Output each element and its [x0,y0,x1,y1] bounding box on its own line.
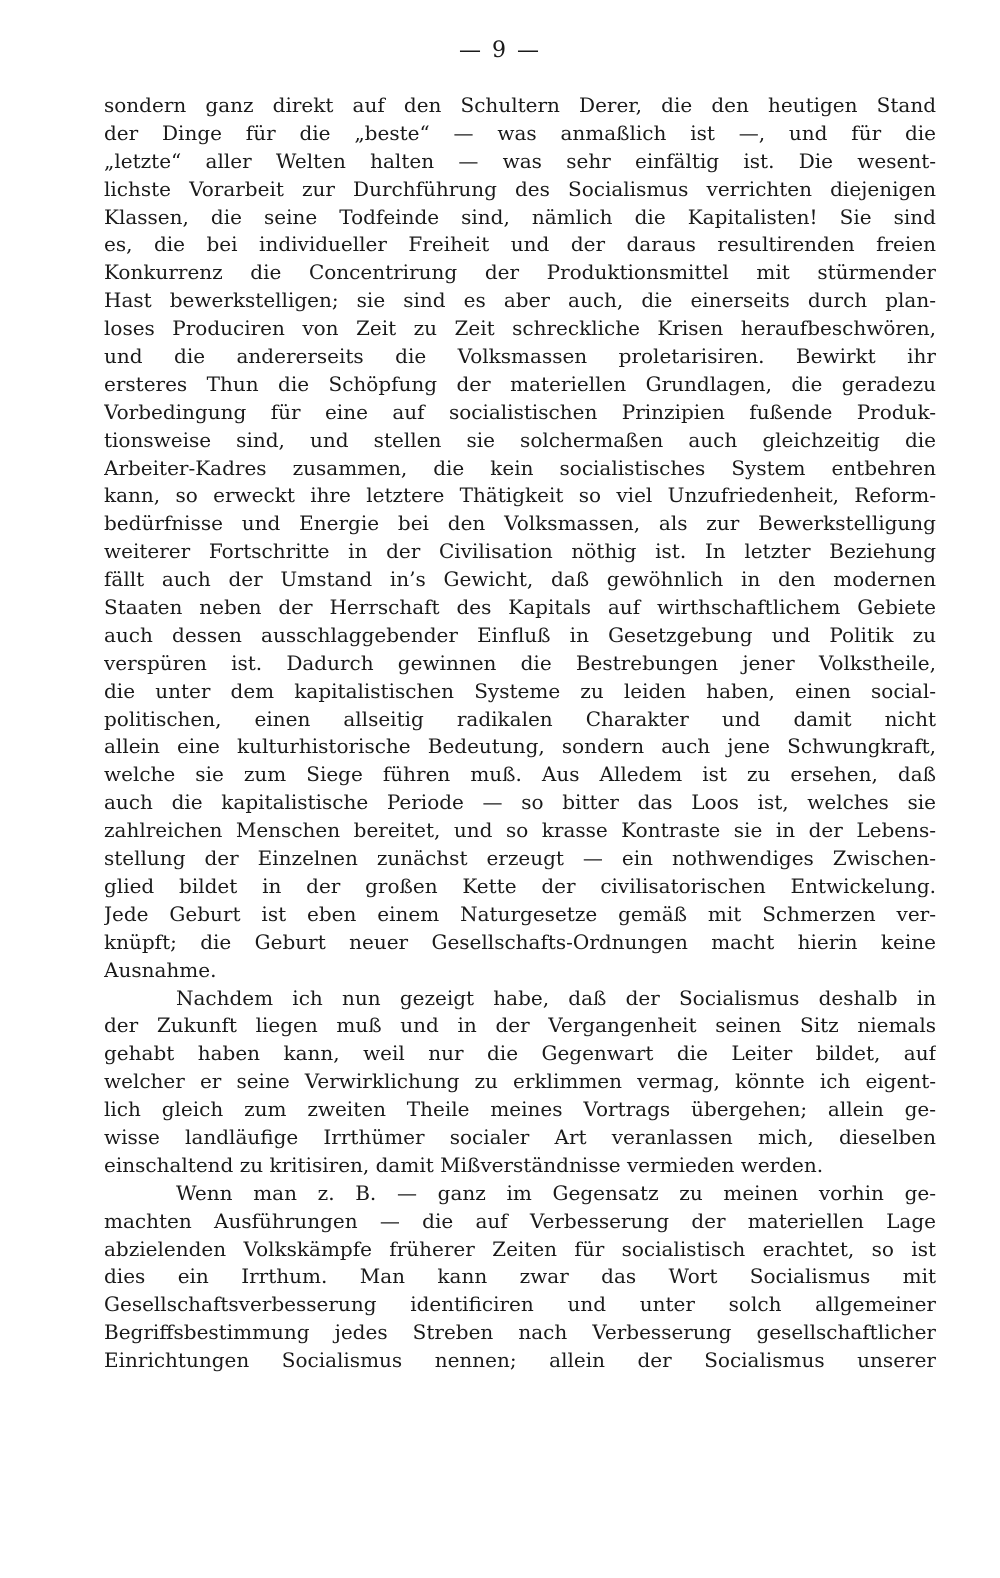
text-line: Einrichtungen Socialismus nennen; allein der Socialismus unserer [104,1348,936,1373]
text-line: lich gleich zum zweiten Theile meines Vortrags übergehen; allein ge- [104,1097,936,1122]
text-line: Wenn man z. B. — ganz im Gegensatz zu meinen vorhin ge- [176,1180,936,1205]
text-line: und die andererseits die Volksmassen proletarisiren. Bewirkt ihr [104,344,936,369]
text-line: Vorbedingung für eine auf socialistischen Prinzipien fußende Produk- [104,399,936,424]
text-line: knüpft; die Geburt neuer Gesellschafts-Ordnungen macht hierin keine [104,929,936,954]
body-text [104,92,936,1375]
text-line: welche sie zum Siege führen muß. Aus Alledem ist zu ersehen, daß [104,762,936,787]
text-line: es, die bei individueller Freiheit und der daraus resultirenden freien [104,232,936,257]
text-line: auch die kapitalistische Periode — so bitter das Loos ist, welches sie [104,790,936,815]
text-line: bedürfnisse und Energie bei den Volksmassen, als zur Bewerkstelligung [104,511,936,536]
text-line: allein eine kulturhistorische Bedeutung, sondern auch jene Schwungkraft, [104,734,936,759]
text-line: „letzte“ aller Welten halten — was sehr einfältig ist. Die wesent- [104,148,936,173]
text-line: tionsweise sind, und stellen sie solchermaßen auch gleichzeitig die [104,427,936,452]
text-line: machten Ausführungen — die auf Verbesserung der materiellen Lage [104,1208,936,1233]
text-line: Jede Geburt ist eben einem Naturgesetze gemäß mit Schmerzen ver- [104,901,936,926]
text-line: verspüren ist. Dadurch gewinnen die Bestrebungen jener Volkstheile, [104,650,936,675]
text-line: Nachdem ich nun gezeigt habe, daß der Socialismus deshalb in [176,985,936,1010]
text-line: zahlreichen Menschen bereitet, und so krasse Kontraste sie in der Lebens- [104,818,936,843]
text-line: dies ein Irrthum. Man kann zwar das Wort Socialismus mit [104,1264,936,1289]
text-line: glied bildet in der großen Kette der civilisatorischen Entwickelung. [104,873,936,898]
text-line: die unter dem kapitalistischen Systeme zu leiden haben, einen social- [104,678,936,703]
text-line: einschaltend zu kritisiren, damit Mißverständnisse vermieden werden. [104,1152,824,1177]
text-line: abzielenden Volkskämpfe früherer Zeiten für socialistisch erachtet, so ist [104,1236,936,1261]
text-line: Staaten neben der Herrschaft des Kapitals auf wirthschaftlichem Gebiete [104,595,936,620]
text-line: der Zukunft liegen muß und in der Vergangenheit seinen Sitz niemals [104,1013,936,1038]
text-line: sondern ganz direkt auf den Schultern Derer, die den heutigen Stand [104,93,936,117]
text-line: politischen, einen allseitig radikalen Charakter und damit nicht [104,706,936,731]
text-line: der Dinge für die „beste“ — was anmaßlich ist —, und für die [104,120,936,145]
text-line: stellung der Einzelnen zunächst erzeugt — ein nothwendiges Zwischen- [104,846,936,871]
text-line: Hast bewerkstelligen; sie sind es aber auch, die einerseits durch plan- [104,288,936,313]
text-line: wisse landläufige Irrthümer socialer Art veranlassen mich, dieselben [104,1124,936,1149]
text-line: Gesellschaftsverbesserung identificiren und unter solch allgemeiner [104,1292,936,1317]
text-line: Begriffsbestimmung jedes Streben nach Verbesserung gesellschaftlicher [104,1320,936,1345]
text-line: weiterer Fortschritte in der Civilisation nöthig ist. In letzter Beziehung [104,539,936,564]
text-line: ersteres Thun die Schöpfung der materiellen Grundlagen, die geradezu [104,371,936,396]
text-line: Arbeiter-Kadres zusammen, die kein socialistisches System entbehren [104,455,936,480]
text-line: auch dessen ausschlaggebender Einfluß in Gesetzgebung und Politik zu [104,622,936,647]
text-line: Klassen, die seine Todfeinde sind, nämlich die Kapitalisten! Sie sind [104,204,936,229]
text-line: kann, so erweckt ihre letztere Thätigkeit so viel Unzufriedenheit, Reform- [104,483,936,508]
text-line: lichste Vorarbeit zur Durchführung des Socialismus verrichten diejenigen [104,176,936,201]
text-line: fällt auch der Umstand in’s Gewicht, daß gewöhnlich in den modernen [104,567,936,592]
text-line: loses Produciren von Zeit zu Zeit schreckliche Krisen heraufbeschwören, [104,316,936,341]
text-line: Ausnahme. [104,957,217,982]
text-line: welcher er seine Verwirklichung zu erklimmen vermag, könnte ich eigent- [104,1069,936,1094]
text-line: Konkurrenz die Concentrirung der Produktionsmittel mit stürmender [104,260,936,285]
text-line: gehabt haben kann, weil nur die Gegenwart die Leiter bildet, auf [104,1041,936,1066]
page-number: — 9 — [459,38,541,63]
